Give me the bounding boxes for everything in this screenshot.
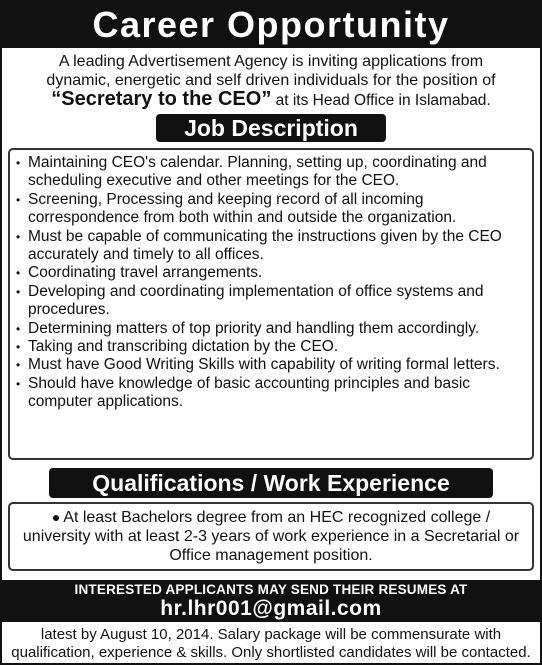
bullet-icon: ●: [51, 509, 61, 525]
position-title: “Secretary to the CEO”: [51, 88, 272, 110]
job-description-heading: Job Description: [156, 114, 386, 142]
qualifications-box: [8, 502, 534, 571]
job-item: • Coordinating travel arrangements.: [16, 264, 526, 282]
job-item: • Must be capable of communicating the instructions given by the CEO accurately and timely to all offices.: [16, 228, 526, 265]
position-location: at its Head Office in Islamabad.: [271, 92, 491, 109]
qualifications-text: At least Bachelors degree from an HEC recognized college / university with at least 2-3 years of work experience in a Secretarial or Office management position.: [22, 509, 520, 564]
job-item: • Determining matters of top priority and handling them accordingly.: [16, 320, 526, 338]
job-item: • Should have knowledge of basic accounting principles and basic computer applications.: [16, 375, 526, 412]
job-item: • Developing and coordinating implementation of office systems and procedures.: [16, 283, 526, 320]
job-item: • Must have Good Writing Skills with capability of writing formal letters.: [16, 356, 526, 374]
qualifications-heading: Qualifications / Work Experience: [49, 468, 493, 498]
apply-banner: [2, 580, 540, 622]
title-banner: [2, 2, 540, 48]
job-item: • Taking and transcribing dictation by the CEO.: [16, 338, 526, 356]
job-item: • Maintaining CEO's calendar. Planning, setting up, coordinating and scheduling executive and other meetings for the CEO.: [16, 154, 526, 191]
apply-instructions: INTERESTED APPLICANTS MAY SEND THEIR RESUMES AT: [74, 582, 468, 597]
job-description-box: [8, 148, 534, 460]
job-item: • Screening, Processing and keeping record of all incoming correspondence from both within and outside the organization.: [16, 191, 526, 228]
intro-paragraph: [2, 48, 540, 110]
page-title: Career Opportunity: [92, 4, 450, 45]
footer-note: latest by August 10, 2014. Salary package will be commensurate with qualification, experience & skills. Only shortlisted candidates will be contacted.: [11, 626, 531, 661]
contact-email[interactable]: hr.lhr001@gmail.com: [160, 597, 382, 620]
intro-line-1: A leading Advertisement Agency is inviting applications from: [58, 53, 484, 70]
position-line: [8, 90, 534, 110]
intro-line-2: dynamic, energetic and self driven individuals for the position of: [46, 72, 496, 89]
job-description-list: [16, 154, 526, 412]
